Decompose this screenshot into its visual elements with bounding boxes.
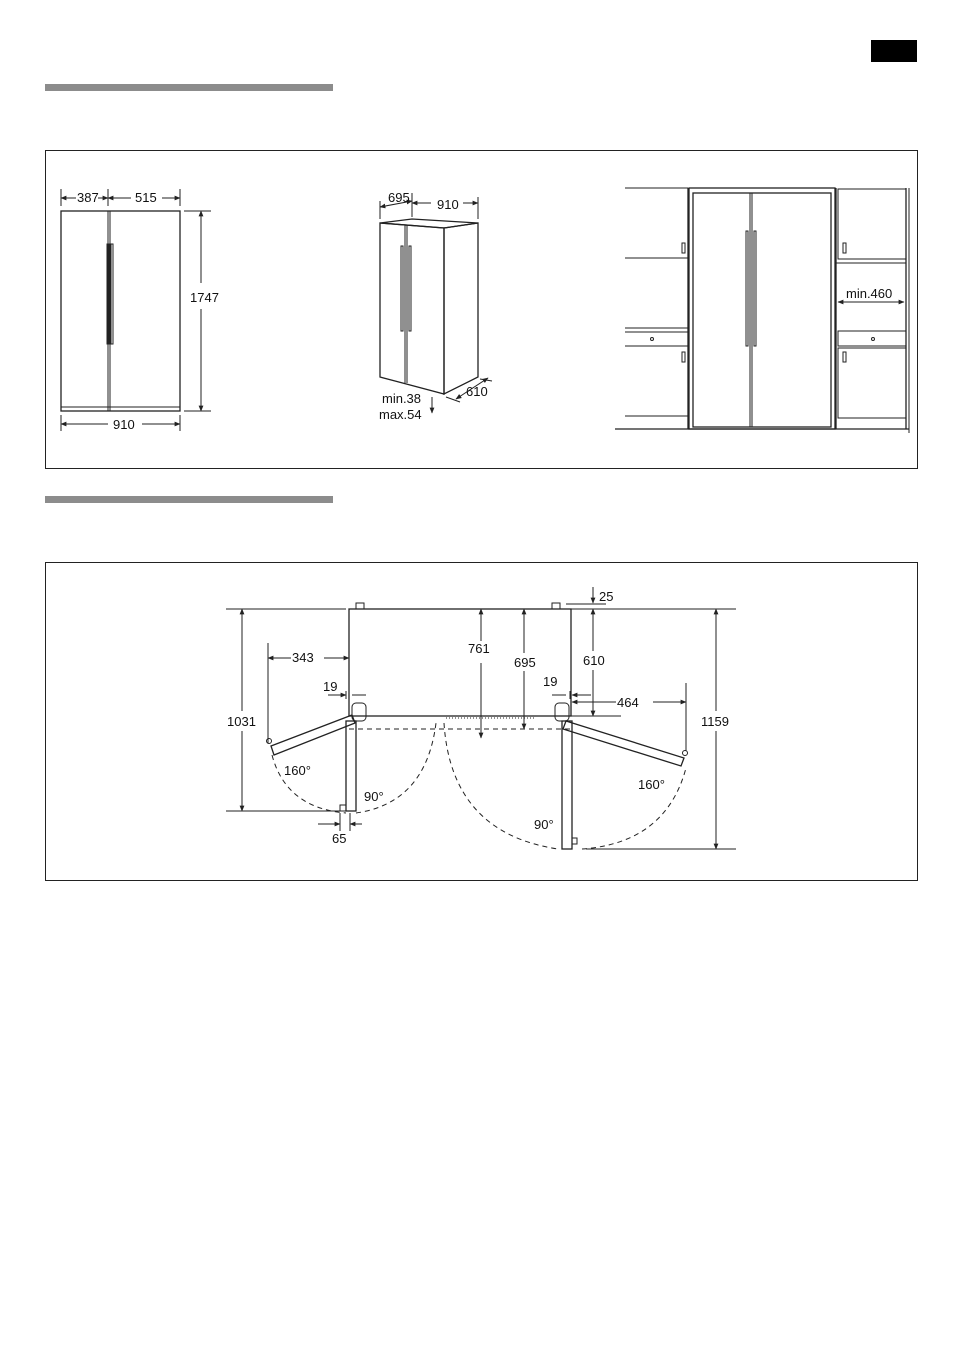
front-view-drawing [61,189,211,431]
dim-65-label: 65 [332,831,347,846]
language-tab-marker [871,40,917,62]
angle-90-left-label: 90° [364,789,384,804]
iso-dim-depth-side-label: 610 [466,384,488,399]
front-dim-left-label: 387 [77,190,99,205]
door-opening-plan-drawing [226,587,736,849]
iso-dim-max-label: max.54 [379,407,422,422]
dim-1031-label: 1031 [227,714,256,729]
door-opening-panel [45,562,918,881]
kitchen-dim-clearance-label: min.460 [846,286,893,301]
dim-1159-label: 1159 [701,714,729,729]
dim-610-label: 610 [583,653,605,668]
dim-695-label: 695 [514,655,536,670]
dimensions-panel [45,150,918,469]
front-dim-right-label: 515 [135,190,157,205]
dim-19-left-label: 19 [323,679,338,694]
dim-25-label: 25 [599,589,614,604]
section-header-bar-dimensions [45,84,333,91]
iso-dim-min-label: min.38 [382,391,422,406]
angle-90-right-label: 90° [534,817,554,832]
dim-464-label: 464 [617,695,639,710]
front-dim-height-label: 1747 [190,290,219,305]
front-dim-width-label: 910 [113,417,135,432]
dim-761-label: 761 [468,641,490,656]
isometric-view-drawing [380,193,492,413]
angle-160-right-label: 160° [638,777,665,792]
iso-dim-width-top-label: 910 [437,197,459,212]
iso-dim-depth-top-label: 695 [388,190,410,205]
kitchen-installation-drawing [615,188,909,433]
angle-160-left-label: 160° [284,763,311,778]
dim-343-label: 343 [292,650,314,665]
section-header-bar-door-opening [45,496,333,503]
dim-19-right-label: 19 [543,674,558,689]
